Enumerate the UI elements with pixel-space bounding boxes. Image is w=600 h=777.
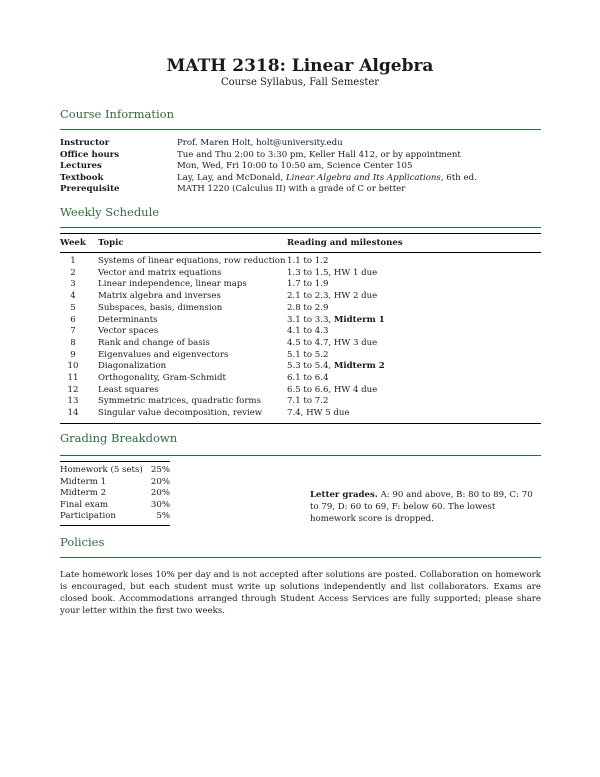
grading-rule (60, 455, 541, 456)
week-cell: 1 (70, 256, 76, 266)
info-value: Tue and Thu 2:00 to 3:30 pm, Keller Hall 412, or by appointment (177, 149, 461, 160)
milestone-label: Midterm 2 (333, 361, 385, 372)
reading-text: 2.8 to 2.9 (287, 302, 329, 313)
week-cell: 12 (67, 384, 79, 395)
week-cell: 9 (70, 349, 76, 360)
info-value: MATH 1220 (Calculus II) with a grade of C or better (177, 184, 406, 194)
table-row (60, 268, 541, 280)
table-row (60, 256, 541, 268)
grade-component: Midterm 2 (60, 488, 107, 498)
info-key: Instructor (60, 138, 110, 148)
reading-cell (287, 373, 328, 383)
col-topic-header: Topic (98, 238, 124, 248)
grade-component: Midterm 1 (60, 476, 107, 487)
letter-grades-text: A: 90 and above, B: 80 to 89, C: 70 to 79, D: 60 to 69, F: below 60. The lowest homework score is dropped. (310, 490, 533, 524)
grade-component: Homework (5 sets) (60, 465, 143, 475)
topic-cell: Orthogonality, Gram-Schmidt (98, 373, 227, 383)
week-cell: 14 (67, 408, 79, 419)
table-row (60, 315, 541, 327)
reading-cell (287, 385, 377, 395)
week-cell: 5 (70, 302, 76, 313)
info-value: Mon, Wed, Fri 10:00 to 10:50 am, Science Center 105 (177, 161, 413, 171)
topic-cell: Rank and change of basis (98, 337, 210, 348)
week-cell: 13 (67, 396, 79, 407)
table-top-rule (60, 233, 541, 234)
policies-heading: Policies (60, 535, 105, 549)
grade-component: Final exam (60, 499, 109, 510)
table-row (60, 373, 541, 385)
reading-cell (287, 396, 328, 406)
info-key: Lectures (60, 161, 102, 171)
reading-text: 7.1 to 7.2 (287, 396, 329, 407)
course-info-heading: Course Information (60, 107, 175, 121)
schedule-rule (60, 227, 541, 228)
topic-cell: Diagonalization (98, 361, 167, 372)
topic-cell: Matrix algebra and inverses (98, 291, 221, 302)
week-cell: 4 (70, 291, 76, 302)
reading-cell (287, 408, 350, 418)
reading-cell (287, 268, 377, 278)
info-row-prerequisite (60, 184, 541, 196)
grade-weight: 5% (156, 511, 170, 521)
topic-cell: Determinants (98, 314, 158, 325)
info-row-instructor (60, 138, 541, 150)
reading-text: 6.1 to 6.4 (287, 373, 329, 383)
grade-row (60, 477, 170, 489)
policies-rule (60, 557, 541, 558)
grading-heading: Grading Breakdown (60, 431, 178, 445)
reading-cell (287, 256, 328, 266)
table-bottom-rule (60, 423, 541, 424)
reading-text: 4.5 to 4.7, HW 3 due (287, 337, 378, 348)
topic-cell: Vector and matrix equations (98, 267, 222, 278)
col-week-header: Week (60, 238, 86, 248)
info-row-lectures (60, 161, 541, 173)
milestone-label: Midterm 1 (333, 314, 385, 325)
info-key: Office hours (60, 149, 120, 160)
table-row (60, 385, 541, 397)
reading-text: 5.3 to 5.4, (287, 361, 334, 372)
schedule-heading: Weekly Schedule (60, 205, 160, 219)
table-row (60, 279, 541, 291)
table-row (60, 408, 541, 420)
grade-weight: 25% (150, 465, 170, 475)
reading-cell (287, 338, 377, 348)
table-row (60, 361, 541, 373)
grade-row (60, 511, 170, 523)
letter-grades-note (310, 489, 542, 525)
textbook-edition: , 6th ed. (440, 172, 477, 183)
policies-text: Late homework loses 10% per day and is not accepted after solutions are posted. Collaboration on homework is encouraged, but each student must write up solutions independently and list collaborators. Exams are closed book. Accommodations arranged through Student Access Services are fully supported; please share your letter within the first two weeks. (60, 570, 541, 616)
grade-row (60, 500, 170, 512)
page-subtitle: Course Syllabus, Fall Semester (220, 77, 380, 88)
reading-text: 1.1 to 1.2 (287, 256, 329, 266)
reading-text: 2.1 to 2.3, HW 2 due (287, 291, 378, 302)
grade-row (60, 465, 170, 477)
table-row (60, 350, 541, 362)
table-row (60, 396, 541, 408)
course-info-rule (60, 129, 541, 130)
reading-cell (287, 279, 328, 289)
topic-cell: Singular value decomposition, review (98, 408, 263, 419)
topic-cell: Linear independence, linear maps (98, 279, 247, 290)
letter-grades-label: Letter grades. (310, 490, 378, 500)
grading-top-rule (60, 461, 170, 462)
topic-cell: Eigenvalues and eigenvectors (98, 349, 229, 360)
reading-cell (287, 326, 328, 336)
week-cell: 8 (70, 337, 76, 348)
info-row-textbook (60, 173, 541, 185)
table-row (60, 326, 541, 338)
table-row (60, 303, 541, 315)
table-header-rule (60, 252, 541, 253)
col-reading-header: Reading and milestones (287, 238, 403, 248)
reading-text: 1.3 to 1.5, HW 1 due (287, 267, 378, 278)
textbook-authors: Lay, Lay, and McDonald, (177, 172, 286, 183)
week-cell: 6 (70, 314, 76, 325)
reading-text: 3.1 to 3.3, (287, 314, 334, 325)
info-value (177, 173, 477, 183)
week-cell: 11 (67, 373, 79, 383)
grade-component: Participation (60, 511, 116, 521)
table-row (60, 291, 541, 303)
info-key: Textbook (60, 172, 104, 183)
week-cell: 10 (67, 361, 79, 372)
grade-weight: 20% (150, 488, 170, 498)
grade-weight: 20% (150, 476, 170, 487)
table-row (60, 338, 541, 350)
week-cell: 3 (70, 279, 76, 290)
reading-text: 5.1 to 5.2 (287, 349, 329, 360)
reading-text: 7.4, HW 5 due (287, 408, 350, 419)
topic-cell: Symmetric matrices, quadratic forms (98, 396, 261, 407)
reading-text: 1.7 to 1.9 (287, 279, 329, 290)
info-value: Prof. Maren Holt, holt@university.edu (177, 138, 343, 148)
page-title: MATH 2318: Linear Algebra (166, 56, 434, 76)
info-key: Prerequisite (60, 184, 120, 194)
topic-cell: Least squares (98, 384, 159, 395)
textbook-title: Linear Algebra and Its Applications (285, 172, 441, 183)
grade-row (60, 488, 170, 500)
reading-cell (287, 291, 377, 301)
reading-cell (287, 361, 385, 371)
grade-weight: 30% (150, 499, 170, 510)
reading-cell (287, 303, 328, 313)
week-cell: 2 (70, 267, 76, 278)
reading-cell (287, 350, 328, 360)
info-row-office-hours (60, 150, 541, 162)
reading-text: 4.1 to 4.3 (287, 326, 329, 337)
topic-cell: Subspaces, basis, dimension (98, 302, 223, 313)
week-cell: 7 (70, 326, 76, 337)
grading-bottom-rule (60, 525, 170, 526)
topic-cell: Systems of linear equations, row reduction (98, 256, 286, 266)
reading-text: 6.5 to 6.6, HW 4 due (287, 384, 378, 395)
reading-cell (287, 315, 385, 325)
topic-cell: Vector spaces (98, 326, 159, 337)
